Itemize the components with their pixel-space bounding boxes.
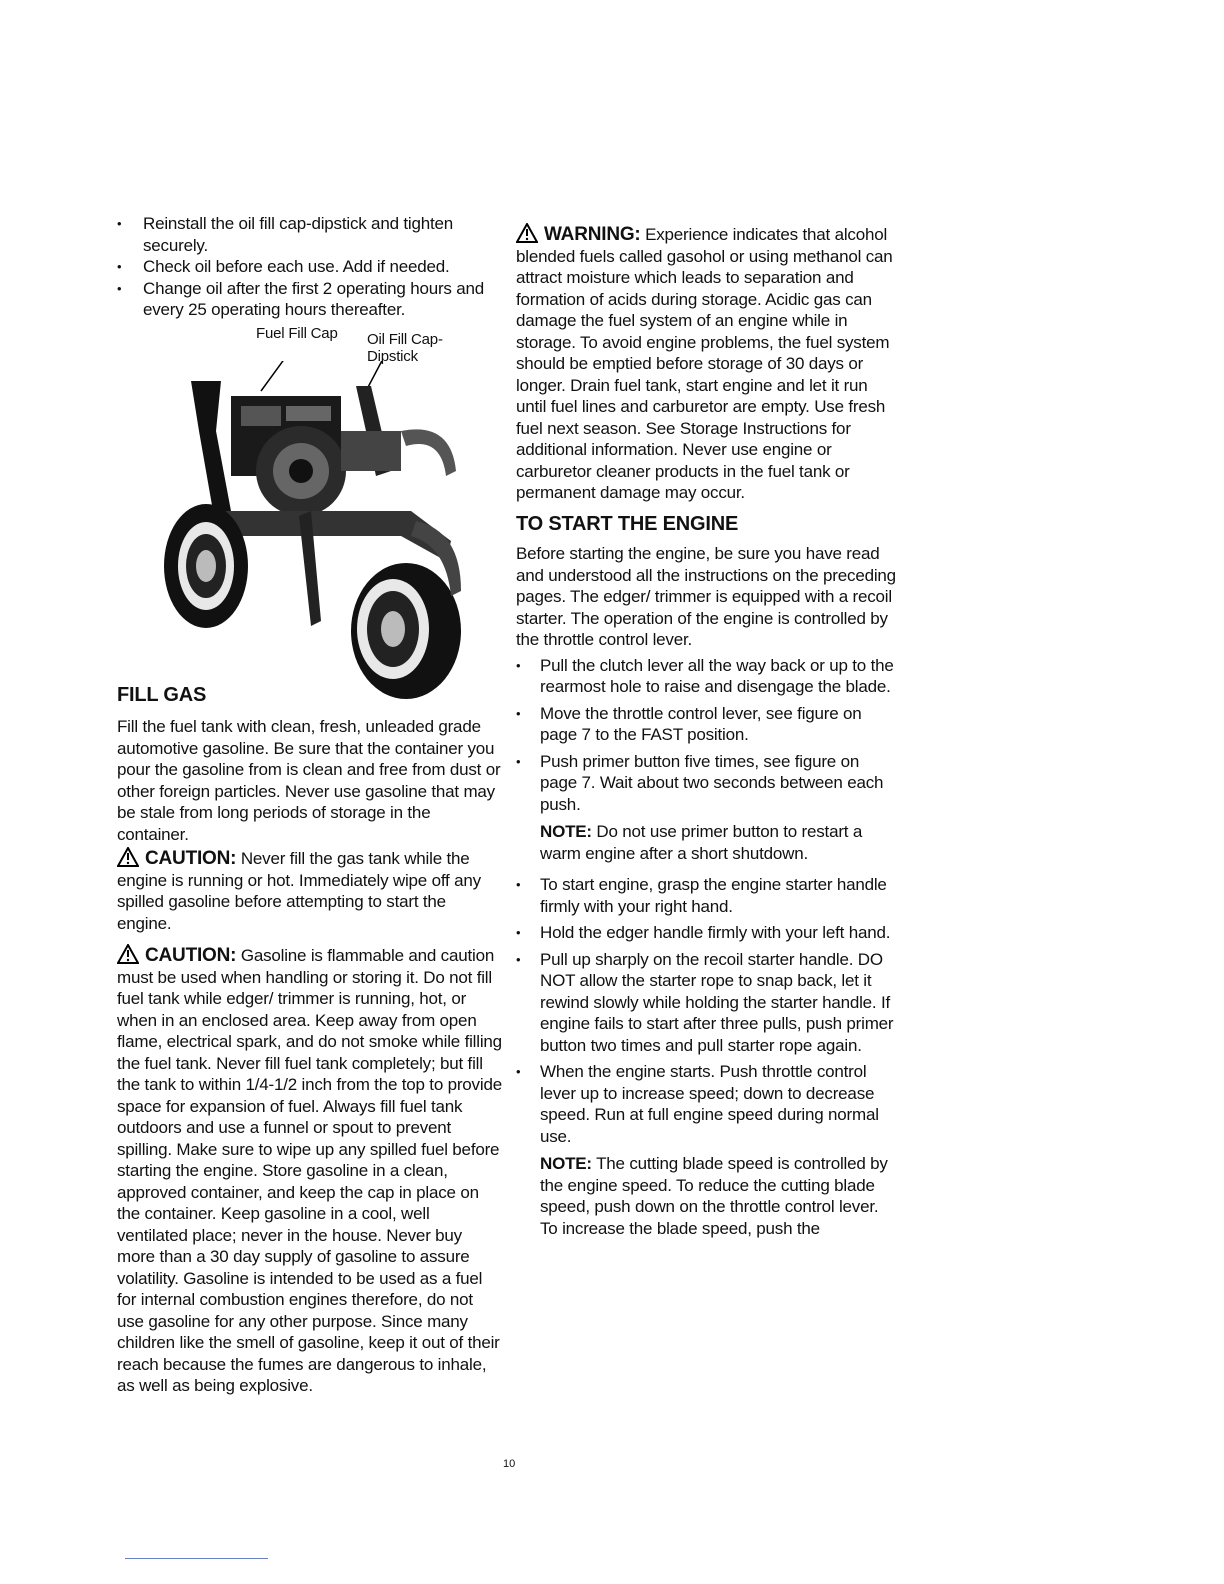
list-item: • Hold the edger handle firmly with your left hand.: [516, 922, 896, 944]
caution-block-1: [117, 847, 502, 934]
list-item: • When the engine starts. Push throttle control lever up to increase speed; down to decrease speed. Run at full engine speed during normal use.: [516, 1061, 896, 1147]
warning-triangle-icon: [516, 223, 538, 243]
list-item: • To start engine, grasp the engine starter handle firmly with your right hand.: [516, 874, 896, 917]
start-steps-list-b: [516, 874, 896, 1147]
warning-triangle-icon: [117, 847, 139, 867]
fuel-fill-cap-label: Fuel Fill Cap: [256, 324, 338, 342]
note-block-1: [516, 821, 896, 864]
list-item: • Pull up sharply on the recoil starter handle. DO NOT allow the starter rope to snap back, let it rewind slowly while holding the starter handle. If engine fails to start after three pulls, push primer button two times and pull starter rope again.: [516, 949, 896, 1057]
oil-fill-cap-label: Oil Fill Cap-Dipstick: [367, 330, 443, 365]
caution-block-2: [117, 944, 502, 1397]
caution-label: CAUTION:: [145, 848, 237, 869]
oil-bullet-list: [117, 213, 502, 321]
list-item: • Push primer button five times, see figure on page 7. Wait about two seconds between each push.: [516, 751, 896, 816]
edger-illustration: [161, 361, 461, 701]
list-item: • Change oil after the first 2 operating hours and every 25 operating hours thereafter.: [117, 278, 502, 321]
start-intro-paragraph: Before starting the engine, be sure you have read and understood all the instructions on the preceding pages. The edger/ trimmer is equipped with a recoil starter. The operation of the engine is controlled by the throttle control lever.: [516, 544, 896, 649]
note-block-2: [516, 1153, 896, 1239]
left-column: [117, 213, 502, 1397]
start-engine-heading: TO START THE ENGINE: [516, 512, 739, 535]
caution-text: Gasoline is flammable and caution must be used when handling or storing it. Do not fill fuel tank while edger/ trimmer is running, hot, or when in an enclosed area. Keep away from open flame, electrical spark, and do not smoke while filling the fuel tank. Never fill fuel tank completely; but fill the tank to within 1/4-1/2 inch from the top to provide space for expansion of fuel. Always fill fuel tank outdoors and use a funnel or spout to prevent spilling. Make sure to wipe up any spilled fuel before starting the engine. Store gasoline in a clean, approved container, and keep the cap in place on the container. Keep gasoline in a cool, well ventilated place; never in the house. Never buy more than a 30 day supply of gasoline to assure volatility. Gasoline is intended to be used as a fuel for internal combustion engines therefore, do not use gasoline for any other purpose. Since many children like the smell of gasoline, keep it out of their reach because the fumes are dangerous to inhale, as well as being explosive.: [117, 946, 502, 1395]
caution-text: Never fill the gas tank while the engine is running or hot. Immediately wipe off any spilled gasoline before attempting to start the engine.: [117, 849, 481, 933]
warning-block: [516, 223, 896, 504]
note-text: Do not use primer button to restart a warm engine after a short shutdown.: [540, 822, 863, 863]
list-item: • Pull the clutch lever all the way back or up to the rearmost hole to raise and disengage the blade.: [516, 655, 896, 698]
fill-gas-paragraph: Fill the fuel tank with clean, fresh, unleaded grade automotive gasoline. Be sure that the container you pour the gasoline from is clean and free from dust or other foreign particles. Never use gasoline that may be stale from long periods of storage in the container.: [117, 717, 501, 844]
start-steps-list-a: [516, 655, 896, 816]
note-label: NOTE:: [540, 1154, 592, 1173]
warning-label: WARNING:: [544, 224, 641, 245]
note-text: The cutting blade speed is controlled by the engine speed. To reduce the cutting blade speed, push down on the throttle control lever. To increase the blade speed, push the: [540, 1154, 888, 1238]
warning-text: Experience indicates that alcohol blended fuels called gasohol or using methanol can attract moisture which leads to separation and formation of acids during storage. Acidic gas can damage the fuel system of an engine while in storage. To avoid engine problems, the fuel system should be emptied before storage of 30 days or longer. Drain fuel tank, start engine and let it run until fuel lines and carburetor are empty. Use fresh fuel next season. See Storage Instructions for additional information. Never use engine or carburetor cleaner products in the fuel tank or permanent damage may occur.: [516, 225, 893, 502]
list-item: • Reinstall the oil fill cap-dipstick and tighten securely.: [117, 213, 502, 256]
list-item: • Move the throttle control lever, see figure on page 7 to the FAST position.: [516, 703, 896, 746]
fill-gas-heading: FILL GAS: [117, 683, 207, 706]
page-number: 10: [503, 1458, 516, 1470]
edger-figure: [141, 321, 501, 711]
warning-triangle-icon: [117, 944, 139, 964]
list-item: • Check oil before each use. Add if needed.: [117, 256, 502, 278]
footer-rule: [125, 1558, 268, 1559]
right-column: [516, 223, 896, 1249]
caution-label: CAUTION:: [145, 945, 237, 966]
note-label: NOTE:: [540, 822, 592, 841]
